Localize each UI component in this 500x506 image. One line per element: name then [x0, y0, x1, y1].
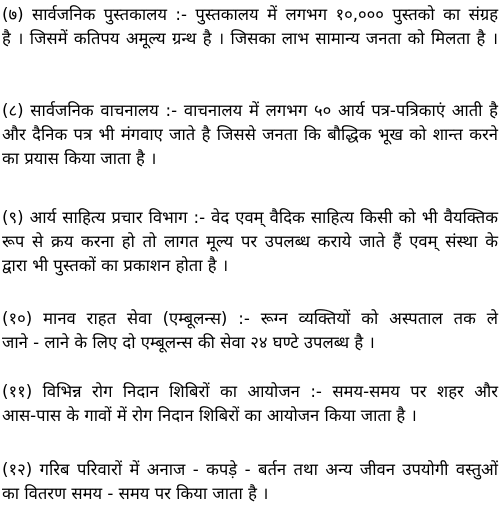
- text-line: है । जिसमें कतिपय अमूल्य ग्रन्थ है । जिसका लाभ सामान्य जनता को मिलता है ।: [2, 29, 498, 48]
- text-line: (१०) मानव राहत सेवा (एम्बूलन्स) :- रूग्न व्यक्तियों को अस्पताल तक ले: [2, 309, 498, 328]
- text-line: (१२) गरिब परिवारों में अनाज - कपड़े - बर्तन तथा अन्य जीवन उपयोगी वस्तुओं: [2, 460, 498, 479]
- paragraph-ambulance-service: [2, 307, 498, 355]
- paragraph-medical-camps: [2, 380, 498, 428]
- text-line: (७) सार्वजनिक पुस्तकालय :- पुस्तकालय में लगभग १०,००० पुस्तको का संग्रह: [2, 5, 498, 24]
- paragraph-public-reading-room: [2, 99, 498, 171]
- paragraph-distribution: [2, 458, 498, 506]
- text-line: (८) सार्वजनिक वाचनालय :- वाचनालय में लगभग ५० आर्य पत्र-पत्रिकाएं आती है: [2, 101, 498, 120]
- text-line: जाने - लाने के लिए दो एम्बूलन्स की सेवा २४ घण्टे उपलब्ध है ।: [2, 333, 375, 352]
- text-line: (९) आर्य साहित्य प्रचार विभाग :- वेद एवम् वैदिक साहित्य किसी को भी वैयक्तिक: [2, 208, 498, 227]
- paragraph-literature-department: [2, 206, 498, 278]
- text-line: और दैनिक पत्र भी मंगवाए जाते है जिससे जनता कि बौद्धिक भूख को शान्त करने: [2, 125, 498, 144]
- text-line: आस-पास के गावों में रोग निदान शिबिरों का आयोजन किया जाता है ।: [2, 406, 417, 425]
- text-line: का वितरण समय - समय पर किया जाता है ।: [2, 484, 269, 503]
- text-line: का प्रयास किया जाता है ।: [2, 149, 157, 168]
- text-line: (११) विभिन्न रोग निदान शिबिरों का आयोजन :- समय-समय पर शहर और: [2, 382, 498, 401]
- paragraph-public-library: [2, 3, 498, 51]
- text-line: रूप से क्रय करना हो तो लागत मूल्य पर उपलब्ध कराये जाते हैं एवम् संस्था के: [2, 232, 498, 251]
- text-line: द्वारा भी पुस्तकों का प्रकाशन होता है ।: [2, 256, 229, 275]
